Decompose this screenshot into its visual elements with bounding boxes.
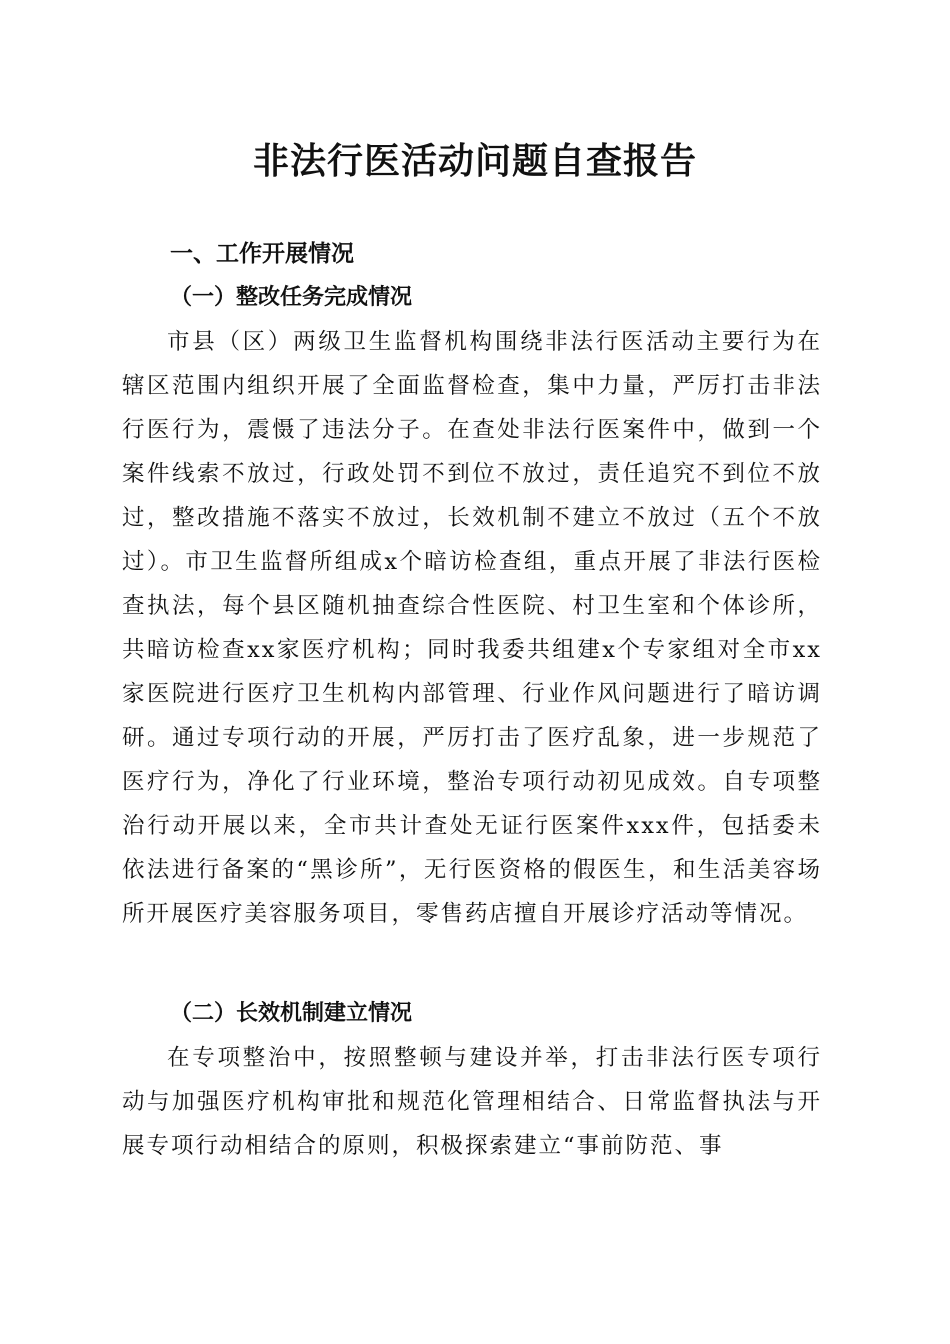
paragraph-long-term-mechanism: 在专项整治中，按照整顿与建设并举，打击非法行医专项行动与加强医疗机构审批和规范化管理相结合、日常监督执法与开展专项行动相结合的原则，积极探索建立“事前防范、事 xyxy=(122,1045,822,1159)
paragraph-rectification: 市县（区）两级卫生监督机构围绕非法行医活动主要行为在辖区范围内组织开展了全面监督检查，集中力量，严厉打击非法行医行为，震慑了违法分子。在查处非法行医案件中，做到一个案件线索不放过，行政处罚不到位不放过，责任追究不到位不放过，整改措施不落实不放过，长效机制不建立不放过（五个不放过）。市卫生监督所组成x个暗访检查组，重点开展了非法行医检查执法，每个县区随机抽查综合性医院、村卫生室和个体诊所，共暗访检查xx家医疗机构；同时我委共组建x个专家组对全市xx家医院进行医疗卫生机构内部管理、行业作风问题进行了暗访调研。通过专项行动的开展，严厉打击了医疗乱象，进一步规范了医疗行为，净化了行业环境，整治专项行动初见成效。自专项整治行动开展以来，全市共计查处无证行医案件xxx件，包括委未依法进行备案的“黑诊所”，无行医资格的假医生，和生活美容场所开展医疗美容服务项目，零售药店擅自开展诊疗活动等情况。 xyxy=(122,329,822,927)
document-title: 非法行医活动问题自查报告 xyxy=(252,140,697,182)
section-heading-work-progress: 一、工作开展情况 xyxy=(170,241,354,267)
subsection-heading-long-term-mechanism: （二）长效机制建立情况 xyxy=(170,1000,413,1026)
subsection-heading-rectification: （一）整改任务完成情况 xyxy=(170,284,413,310)
